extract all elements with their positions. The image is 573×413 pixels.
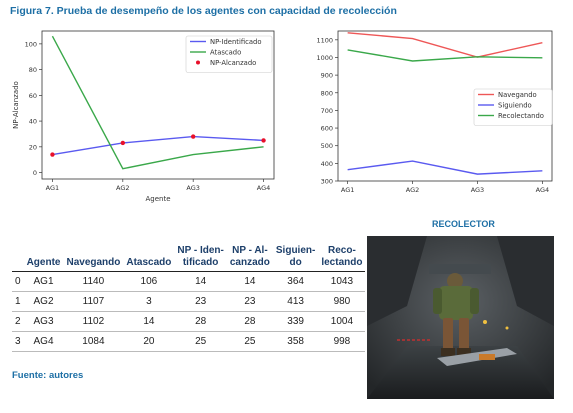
table-cell: 14 xyxy=(123,312,174,332)
table-cell: 1084 xyxy=(63,332,123,352)
series-np-identificado-line xyxy=(52,137,263,155)
table-cell: 28 xyxy=(174,312,226,332)
legend-label: Navegando xyxy=(498,91,537,99)
table-row xyxy=(12,292,365,312)
table-cell: 1004 xyxy=(318,312,365,332)
table-cell: 413 xyxy=(273,292,318,312)
table-cell: 1102 xyxy=(63,312,123,332)
y-tick-label: 400 xyxy=(320,159,333,168)
legend-label: NP-Identificado xyxy=(210,38,262,46)
recolector-title: RECOLECTOR xyxy=(432,219,495,229)
results-table xyxy=(12,243,365,352)
table-header-cell: NP - Al- canzado xyxy=(227,243,273,272)
y-tick-label: 1000 xyxy=(316,53,333,62)
table-cell: 1 xyxy=(12,292,24,312)
y-tick-label: 600 xyxy=(320,124,333,133)
y-tick-label: 40 xyxy=(28,117,37,126)
series-np-alcanzado-point xyxy=(50,152,54,156)
table-header-cell: Reco- lectando xyxy=(318,243,365,272)
series-np-alcanzado-point xyxy=(261,138,265,142)
y-tick-label: 900 xyxy=(320,71,333,80)
y-tick-label: 0 xyxy=(32,169,37,178)
table-cell: 980 xyxy=(318,292,365,312)
table-cell: AG4 xyxy=(24,332,64,352)
table-header-cell: Atascado xyxy=(123,243,174,272)
series-navegando-line xyxy=(348,33,543,57)
series-np-alcanzado-point xyxy=(121,141,125,145)
y-tick-label: 20 xyxy=(28,143,37,152)
x-tick-label: AG2 xyxy=(116,184,130,192)
y-tick-label: 100 xyxy=(24,40,37,49)
table-cell: 2 xyxy=(12,312,24,332)
table-row xyxy=(12,332,365,352)
y-tick-label: 60 xyxy=(28,91,37,100)
source-note: Fuente: autores xyxy=(12,370,84,381)
table-cell: 0 xyxy=(12,272,24,292)
y-tick-label: 80 xyxy=(28,66,37,75)
table-cell: AG3 xyxy=(24,312,64,332)
x-tick-label: AG4 xyxy=(256,184,271,192)
table-cell: 14 xyxy=(174,272,226,292)
y-axis-label: NP-Alcanzado xyxy=(12,81,20,129)
legend-label: Siguiendo xyxy=(498,101,532,110)
y-tick-label: 300 xyxy=(320,177,333,186)
series-recolectando-line xyxy=(348,50,543,61)
legend-label: NP-Alcanzado xyxy=(210,59,257,67)
table-header-cell: NP - Iden- tificado xyxy=(174,243,226,272)
x-tick-label: AG1 xyxy=(340,186,355,194)
table-cell: 23 xyxy=(227,292,273,312)
table-cell: 3 xyxy=(12,332,24,352)
chart-np-atascado xyxy=(0,24,290,209)
table-cell: 3 xyxy=(123,292,174,312)
x-axis-label: Agente xyxy=(145,195,171,203)
table-cell: 1140 xyxy=(63,272,123,292)
table-header-row xyxy=(12,243,365,272)
table-row xyxy=(12,272,365,292)
table-cell: AG1 xyxy=(24,272,64,292)
y-tick-label: 800 xyxy=(320,89,333,98)
series-np-alcanzado-point xyxy=(191,134,195,138)
table-cell: 28 xyxy=(227,312,273,332)
legend-marker xyxy=(196,61,200,65)
table-cell: 358 xyxy=(273,332,318,352)
results-table-container xyxy=(12,243,365,352)
table-cell: 14 xyxy=(227,272,273,292)
table-header-cell: Siguien- do xyxy=(273,243,318,272)
x-tick-label: AG3 xyxy=(186,184,200,192)
table-header-cell: Agente xyxy=(24,243,64,272)
table-cell: 998 xyxy=(318,332,365,352)
table-header-cell: Navegando xyxy=(63,243,123,272)
chart-navegando-siguiendo xyxy=(300,24,565,209)
table-header-cell xyxy=(12,243,24,272)
table-body xyxy=(12,272,365,352)
x-tick-label: AG1 xyxy=(45,184,60,192)
series-siguiendo-line xyxy=(348,161,543,174)
table-cell: 20 xyxy=(123,332,174,352)
table-cell: 25 xyxy=(174,332,226,352)
table-cell: 1043 xyxy=(318,272,365,292)
legend-label: Recolectando xyxy=(498,112,544,120)
table-cell: 25 xyxy=(227,332,273,352)
game-scene-image xyxy=(367,236,554,399)
x-tick-label: AG4 xyxy=(535,186,550,194)
table-row xyxy=(12,312,365,332)
legend-label: Atascado xyxy=(210,48,242,57)
table-cell: 339 xyxy=(273,312,318,332)
y-tick-label: 700 xyxy=(320,106,333,115)
y-tick-label: 1100 xyxy=(316,36,333,45)
game-screenshot xyxy=(367,236,554,399)
table-cell: 1107 xyxy=(63,292,123,312)
x-tick-label: AG3 xyxy=(470,186,485,194)
table-cell: 364 xyxy=(273,272,318,292)
x-tick-label: AG2 xyxy=(405,186,420,194)
y-tick-label: 500 xyxy=(320,142,333,151)
figure-title: Figura 7. Prueba de desempeño de los agentes con capacidad de recolección xyxy=(10,5,397,17)
table-cell: 23 xyxy=(174,292,226,312)
table-cell: AG2 xyxy=(24,292,64,312)
table-cell: 106 xyxy=(123,272,174,292)
